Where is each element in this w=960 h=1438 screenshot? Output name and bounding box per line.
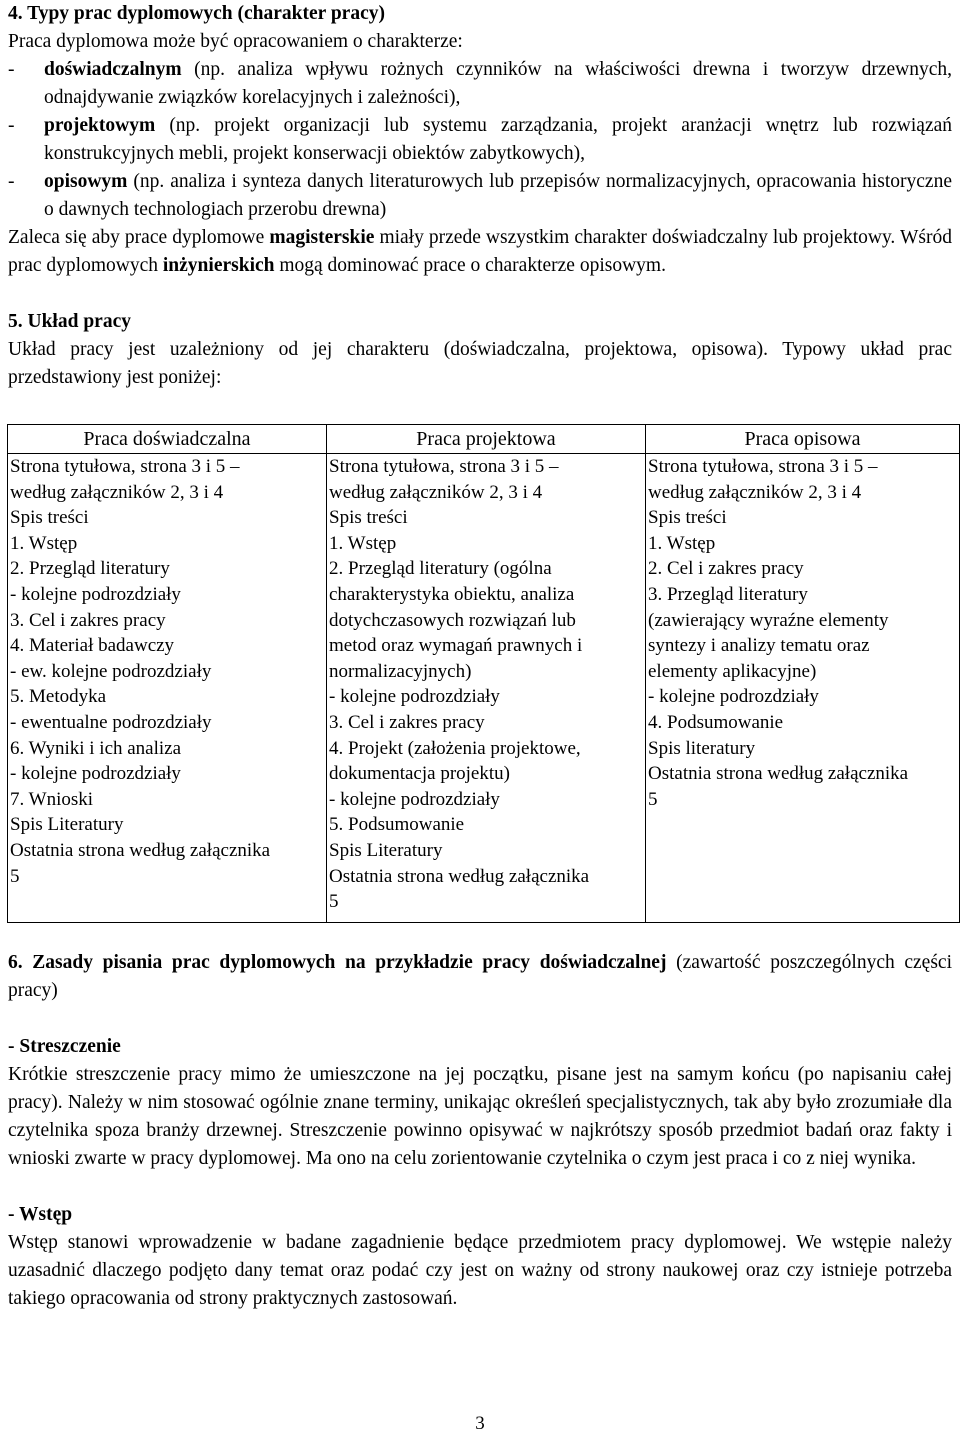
page-number: 3	[475, 1413, 485, 1434]
list-item-opisowy: - opisowym (np. analiza i synteza danych literaturowych lub przepisów normalizacyjnych, opracowania historyczne o dawnych technologiach przerobu drewna)	[8, 171, 952, 220]
column-header-opisowa: Praca opisowa	[646, 425, 960, 454]
table-cell-line: elementy aplikacyjne)	[648, 660, 817, 682]
table-cell-line: 2. Przegląd literatury (ogólna	[329, 558, 552, 580]
table-cell-line: - kolejne podrozdziały	[10, 583, 181, 605]
column-header-doswiadczalna: Praca doświadczalna	[8, 425, 327, 454]
table-cell-line: 6. Wyniki i ich analiza	[10, 737, 182, 759]
section-4-intro: Praca dyplomowa może być opracowaniem o charakterze:	[8, 31, 463, 52]
table-cell-line: Spis literatury	[648, 737, 756, 759]
section-5-heading: 5. Układ pracy	[8, 311, 131, 332]
table-cell-line: 4. Projekt (założenia projektowe,	[329, 737, 581, 759]
table-cell-line: 2. Przegląd literatury	[10, 558, 170, 580]
column-header-projektowa: Praca projektowa	[327, 425, 646, 454]
table-row	[8, 454, 960, 923]
table-cell-line: Strona tytułowa, strona 3 i 5 –	[10, 456, 240, 477]
table-cell-line: syntezy i analizy tematu oraz	[648, 635, 870, 657]
column-projektowa	[327, 454, 646, 923]
table-cell-line: Spis treści	[10, 507, 89, 529]
table-cell-line: 3. Przegląd literatury	[648, 583, 808, 605]
table-cell-line: charakterystyka obiektu, analiza	[329, 583, 575, 605]
table-cell-line: Spis treści	[648, 507, 727, 529]
table-cell-line: 3. Cel i zakres pracy	[329, 711, 485, 733]
table-cell-line: 5. Metodyka	[10, 686, 107, 708]
table-header-row	[8, 425, 960, 454]
table-cell-line: 5	[10, 865, 20, 887]
table-cell-line: - kolejne podrozdziały	[329, 686, 500, 708]
document-page	[8, 0, 952, 1313]
table-cell-line: normalizacyjnych)	[329, 660, 472, 682]
table-cell-line: według załączników 2, 3 i 4	[329, 481, 543, 503]
section-4-heading: 4. Typy prac dyplomowych (charakter pracy)	[8, 3, 385, 24]
table-cell-line: 7. Wnioski	[10, 788, 94, 810]
thesis-structure-table	[7, 424, 960, 923]
abstract-heading: - Streszczenie	[8, 1036, 121, 1057]
section-4-recommendation: Zaleca się aby prace dyplomowe magisterskie miały przede wszystkim charakter doświadczalny lub projektowy. Wśród prac dyplomowych inżynierskich mogą dominować prace o charakterze opisowym.	[8, 227, 952, 276]
table-cell-line: - kolejne podrozdziały	[10, 763, 181, 785]
table-cell-line: Spis treści	[329, 507, 408, 529]
table-cell-line: 4. Materiał badawczy	[10, 635, 175, 657]
table-cell-line: - ewentualne podrozdziały	[10, 711, 212, 733]
table-cell-line: - ew. kolejne podrozdziały	[10, 660, 212, 682]
table-cell-line: 5	[329, 891, 339, 913]
table-cell-line: 2. Cel i zakres pracy	[648, 558, 804, 580]
table-cell-line: dokumentacja projektu)	[329, 763, 510, 785]
table-cell-line: - kolejne podrozdziały	[648, 686, 819, 708]
table-cell-line: Spis Literatury	[329, 839, 443, 861]
column-opisowa	[646, 454, 960, 923]
table-cell-line: - kolejne podrozdziały	[329, 788, 500, 810]
table-cell-line: Strona tytułowa, strona 3 i 5 –	[329, 456, 559, 477]
list-item-projektowy: - projektowym (np. projekt organizacji lub systemu zarządzania, projekt aranżacji wnętrz lub rozwiązań konstrukcyjnych mebli, projekt konserwacji obiektów zabytkowych),	[8, 115, 952, 164]
table-cell-line: według załączników 2, 3 i 4	[648, 481, 862, 503]
list-item-doswiadczalny: - doświadczalnym (np. analiza wpływu rożnych czynników na właściwości drewna i tworzyw drzewnych, odnajdywanie związków korelacyjnych i zależności),	[8, 59, 952, 108]
abstract-text: Krótkie streszczenie pracy mimo że umieszczone na jej początku, pisane jest na samym końcu (po napisaniu całej pracy). Należy w nim stosować ogólnie znane terminy, unikając określeń specjalistycznych, tak aby było zrozumiałe dla czytelnika spoza branży drzewnej. Streszczenie powinno opisywać w najkrótszy sposób przedmiot badań oraz fakty i wnioski zwarte w pracy dyplomowej. Ma ono na celu zorientowanie czytelnika o czym jest praca i co z niej wynika.	[8, 1064, 952, 1169]
table-cell-line: Strona tytułowa, strona 3 i 5 –	[648, 456, 878, 477]
column-doswiadczalna	[8, 454, 327, 923]
table-cell-line: Ostatnia strona według załącznika	[648, 763, 909, 785]
table-cell-line: Ostatnia strona według załącznika	[329, 865, 590, 887]
table-cell-line: 5	[648, 788, 658, 810]
introduction-heading: - Wstęp	[8, 1204, 73, 1225]
table-cell-line: (zawierający wyraźne elementy	[648, 609, 889, 631]
table-cell-line: Spis Literatury	[10, 814, 124, 836]
table-cell-line: 4. Podsumowanie	[648, 711, 784, 733]
section-5-text: Układ pracy jest uzależniony od jej charakteru (doświadczalna, projektowa, opisowa). Typowy układ prac przedstawiony jest poniżej:	[8, 339, 952, 388]
table-cell-line: Ostatnia strona według załącznika	[10, 839, 271, 861]
table-cell-line: 1. Wstęp	[648, 532, 716, 554]
table-cell-line: 1. Wstęp	[10, 532, 78, 554]
table-cell-line: metod oraz wymagań prawnych i	[329, 635, 583, 657]
table-cell-line: 5. Podsumowanie	[329, 814, 465, 836]
table-cell-line: 1. Wstęp	[329, 532, 397, 554]
table-cell-line: dotychczasowych rozwiązań lub	[329, 609, 576, 631]
section-6-heading: 6. Zasady pisania prac dyplomowych na przykładzie pracy doświadczalnej (zawartość poszczególnych części pracy)	[8, 952, 953, 1001]
table-cell-line: według załączników 2, 3 i 4	[10, 481, 224, 503]
introduction-text: Wstęp stanowi wprowadzenie w badane zagadnienie będące przedmiotem pracy dyplomowej. We wstępie należy uzasadnić dlaczego podjęto dany temat oraz podać czy jest on ważny od strony naukowej oraz czy istnieje potrzeba takiego opracowania od strony praktycznych zastosowań.	[8, 1232, 952, 1309]
table-cell-line: 3. Cel i zakres pracy	[10, 609, 166, 631]
